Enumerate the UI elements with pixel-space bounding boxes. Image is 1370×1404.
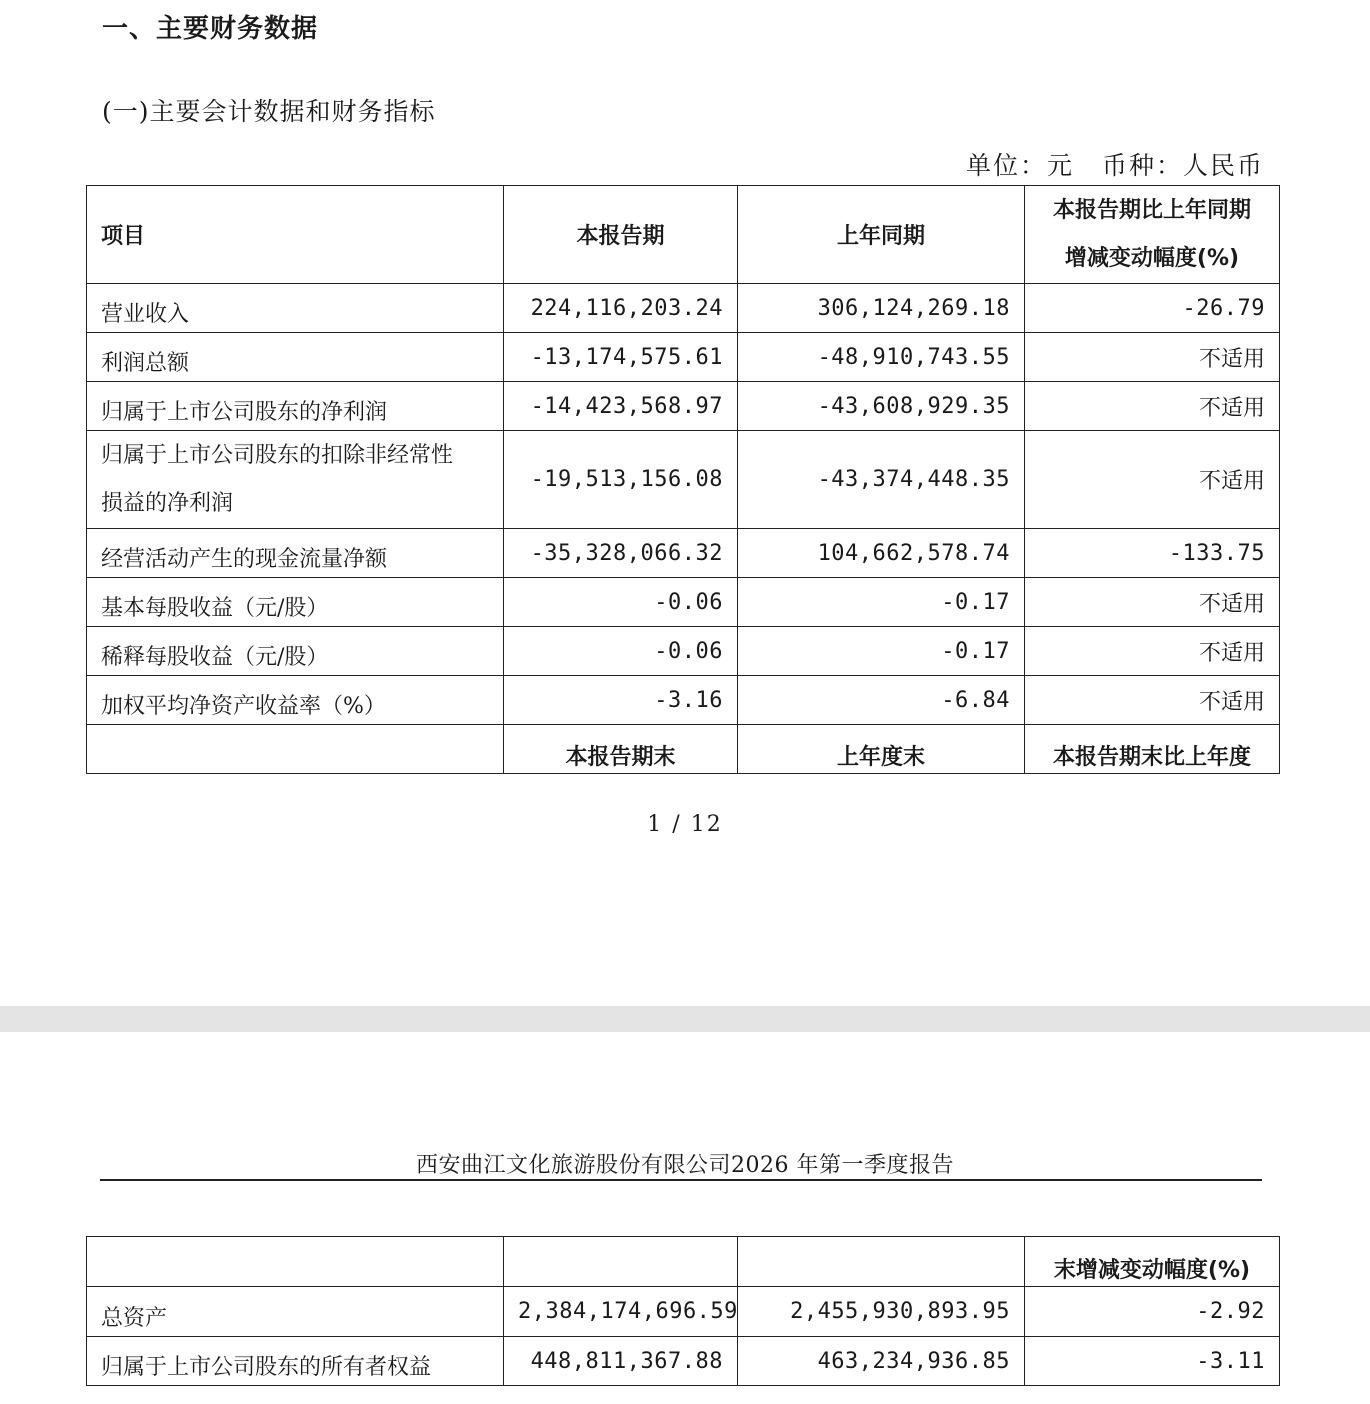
row-prior: -43,374,448.35 — [738, 431, 1025, 529]
header-rule — [100, 1179, 1262, 1181]
page-number: 1 / 12 — [647, 812, 723, 837]
row-current: 2,384,174,696.59 — [504, 1287, 738, 1337]
table-row — [87, 676, 1280, 725]
row-current: -3.16 — [504, 676, 738, 725]
row-current: 224,116,203.24 — [504, 284, 738, 333]
table-row — [87, 627, 1280, 676]
subsection-title: (一)主要会计数据和财务指标 — [102, 97, 436, 126]
continued-header-empty — [87, 1237, 504, 1287]
row-label-line2: 损益的净利润 — [101, 490, 234, 516]
row-change: -133.75 — [1025, 529, 1280, 578]
section-title: 一、主要财务数据 — [102, 14, 319, 44]
page-separator — [0, 1006, 1370, 1032]
table-row — [87, 529, 1280, 578]
row-change: 不适用 — [1025, 627, 1280, 676]
row-change: 不适用 — [1025, 676, 1280, 725]
header-prior-period: 上年同期 — [738, 186, 1025, 284]
header-period-end-current: 本报告期末 — [504, 725, 738, 774]
row-current: -0.06 — [504, 627, 738, 676]
row-prior: -48,910,743.55 — [738, 333, 1025, 382]
row-label: 加权平均净资产收益率（%） — [87, 676, 504, 725]
unit-label: 单位：元 — [965, 151, 1074, 180]
row-label: 经营活动产生的现金流量净额 — [87, 529, 504, 578]
row-change: 不适用 — [1025, 431, 1280, 529]
table-row — [87, 284, 1280, 333]
header-change-line1: 本报告期比上年同期 — [1052, 197, 1251, 223]
row-prior: 463,234,936.85 — [738, 1337, 1025, 1386]
running-header: 西安曲江文化旅游股份有限公司2026 年第一季度报告 — [416, 1153, 954, 1178]
row-label: 利润总额 — [87, 333, 504, 382]
row-current: -14,423,568.97 — [504, 382, 738, 431]
row-prior: 2,455,930,893.95 — [738, 1287, 1025, 1337]
continued-header-empty — [504, 1237, 738, 1287]
row-label: 归属于上市公司股东的所有者权益 — [87, 1337, 504, 1386]
row-current: -19,513,156.08 — [504, 431, 738, 529]
key-financial-table-continued — [86, 1236, 1280, 1386]
row-label: 基本每股收益（元/股） — [87, 578, 504, 627]
continued-header-empty — [738, 1237, 1025, 1287]
period-end-header-empty — [87, 725, 504, 774]
row-prior: -0.17 — [738, 578, 1025, 627]
row-prior: 104,662,578.74 — [738, 529, 1025, 578]
row-label: 归属于上市公司股东的净利润 — [87, 382, 504, 431]
header-change — [1025, 186, 1280, 284]
header-period-end-change: 本报告期末比上年度 — [1025, 725, 1280, 774]
table-header-row — [87, 186, 1280, 284]
continued-header-row — [87, 1237, 1280, 1287]
table-row — [87, 1337, 1280, 1386]
row-change: 不适用 — [1025, 382, 1280, 431]
row-label-line1: 归属于上市公司股东的扣除非经常性 — [101, 442, 454, 468]
row-change: 不适用 — [1025, 578, 1280, 627]
table-row — [87, 333, 1280, 382]
row-change: -3.11 — [1025, 1337, 1280, 1386]
row-prior: 306,124,269.18 — [738, 284, 1025, 333]
table-row — [87, 1287, 1280, 1337]
period-end-header-row — [87, 725, 1280, 774]
table-row — [87, 578, 1280, 627]
header-current-period: 本报告期 — [504, 186, 738, 284]
header-change-line2: 增减变动幅度(%) — [1064, 245, 1240, 271]
row-prior: -0.17 — [738, 627, 1025, 676]
row-current: -35,328,066.32 — [504, 529, 738, 578]
row-current: -13,174,575.61 — [504, 333, 738, 382]
row-label: 总资产 — [87, 1287, 504, 1337]
row-change: -2.92 — [1025, 1287, 1280, 1337]
row-label: 稀释每股收益（元/股） — [87, 627, 504, 676]
row-prior: -43,608,929.35 — [738, 382, 1025, 431]
key-financial-table — [86, 185, 1280, 774]
row-label: 营业收入 — [87, 284, 504, 333]
header-change-continued: 末增减变动幅度(%) — [1025, 1237, 1280, 1287]
row-current: 448,811,367.88 — [504, 1337, 738, 1386]
row-change: -26.79 — [1025, 284, 1280, 333]
header-period-end-prior: 上年度末 — [738, 725, 1025, 774]
row-change: 不适用 — [1025, 333, 1280, 382]
currency-label: 币种：人民币 — [1101, 151, 1264, 180]
row-current: -0.06 — [504, 578, 738, 627]
row-prior: -6.84 — [738, 676, 1025, 725]
header-item: 项目 — [87, 186, 504, 284]
unit-line — [966, 146, 1264, 182]
table-row — [87, 431, 1280, 529]
row-label — [87, 431, 504, 529]
table-row — [87, 382, 1280, 431]
